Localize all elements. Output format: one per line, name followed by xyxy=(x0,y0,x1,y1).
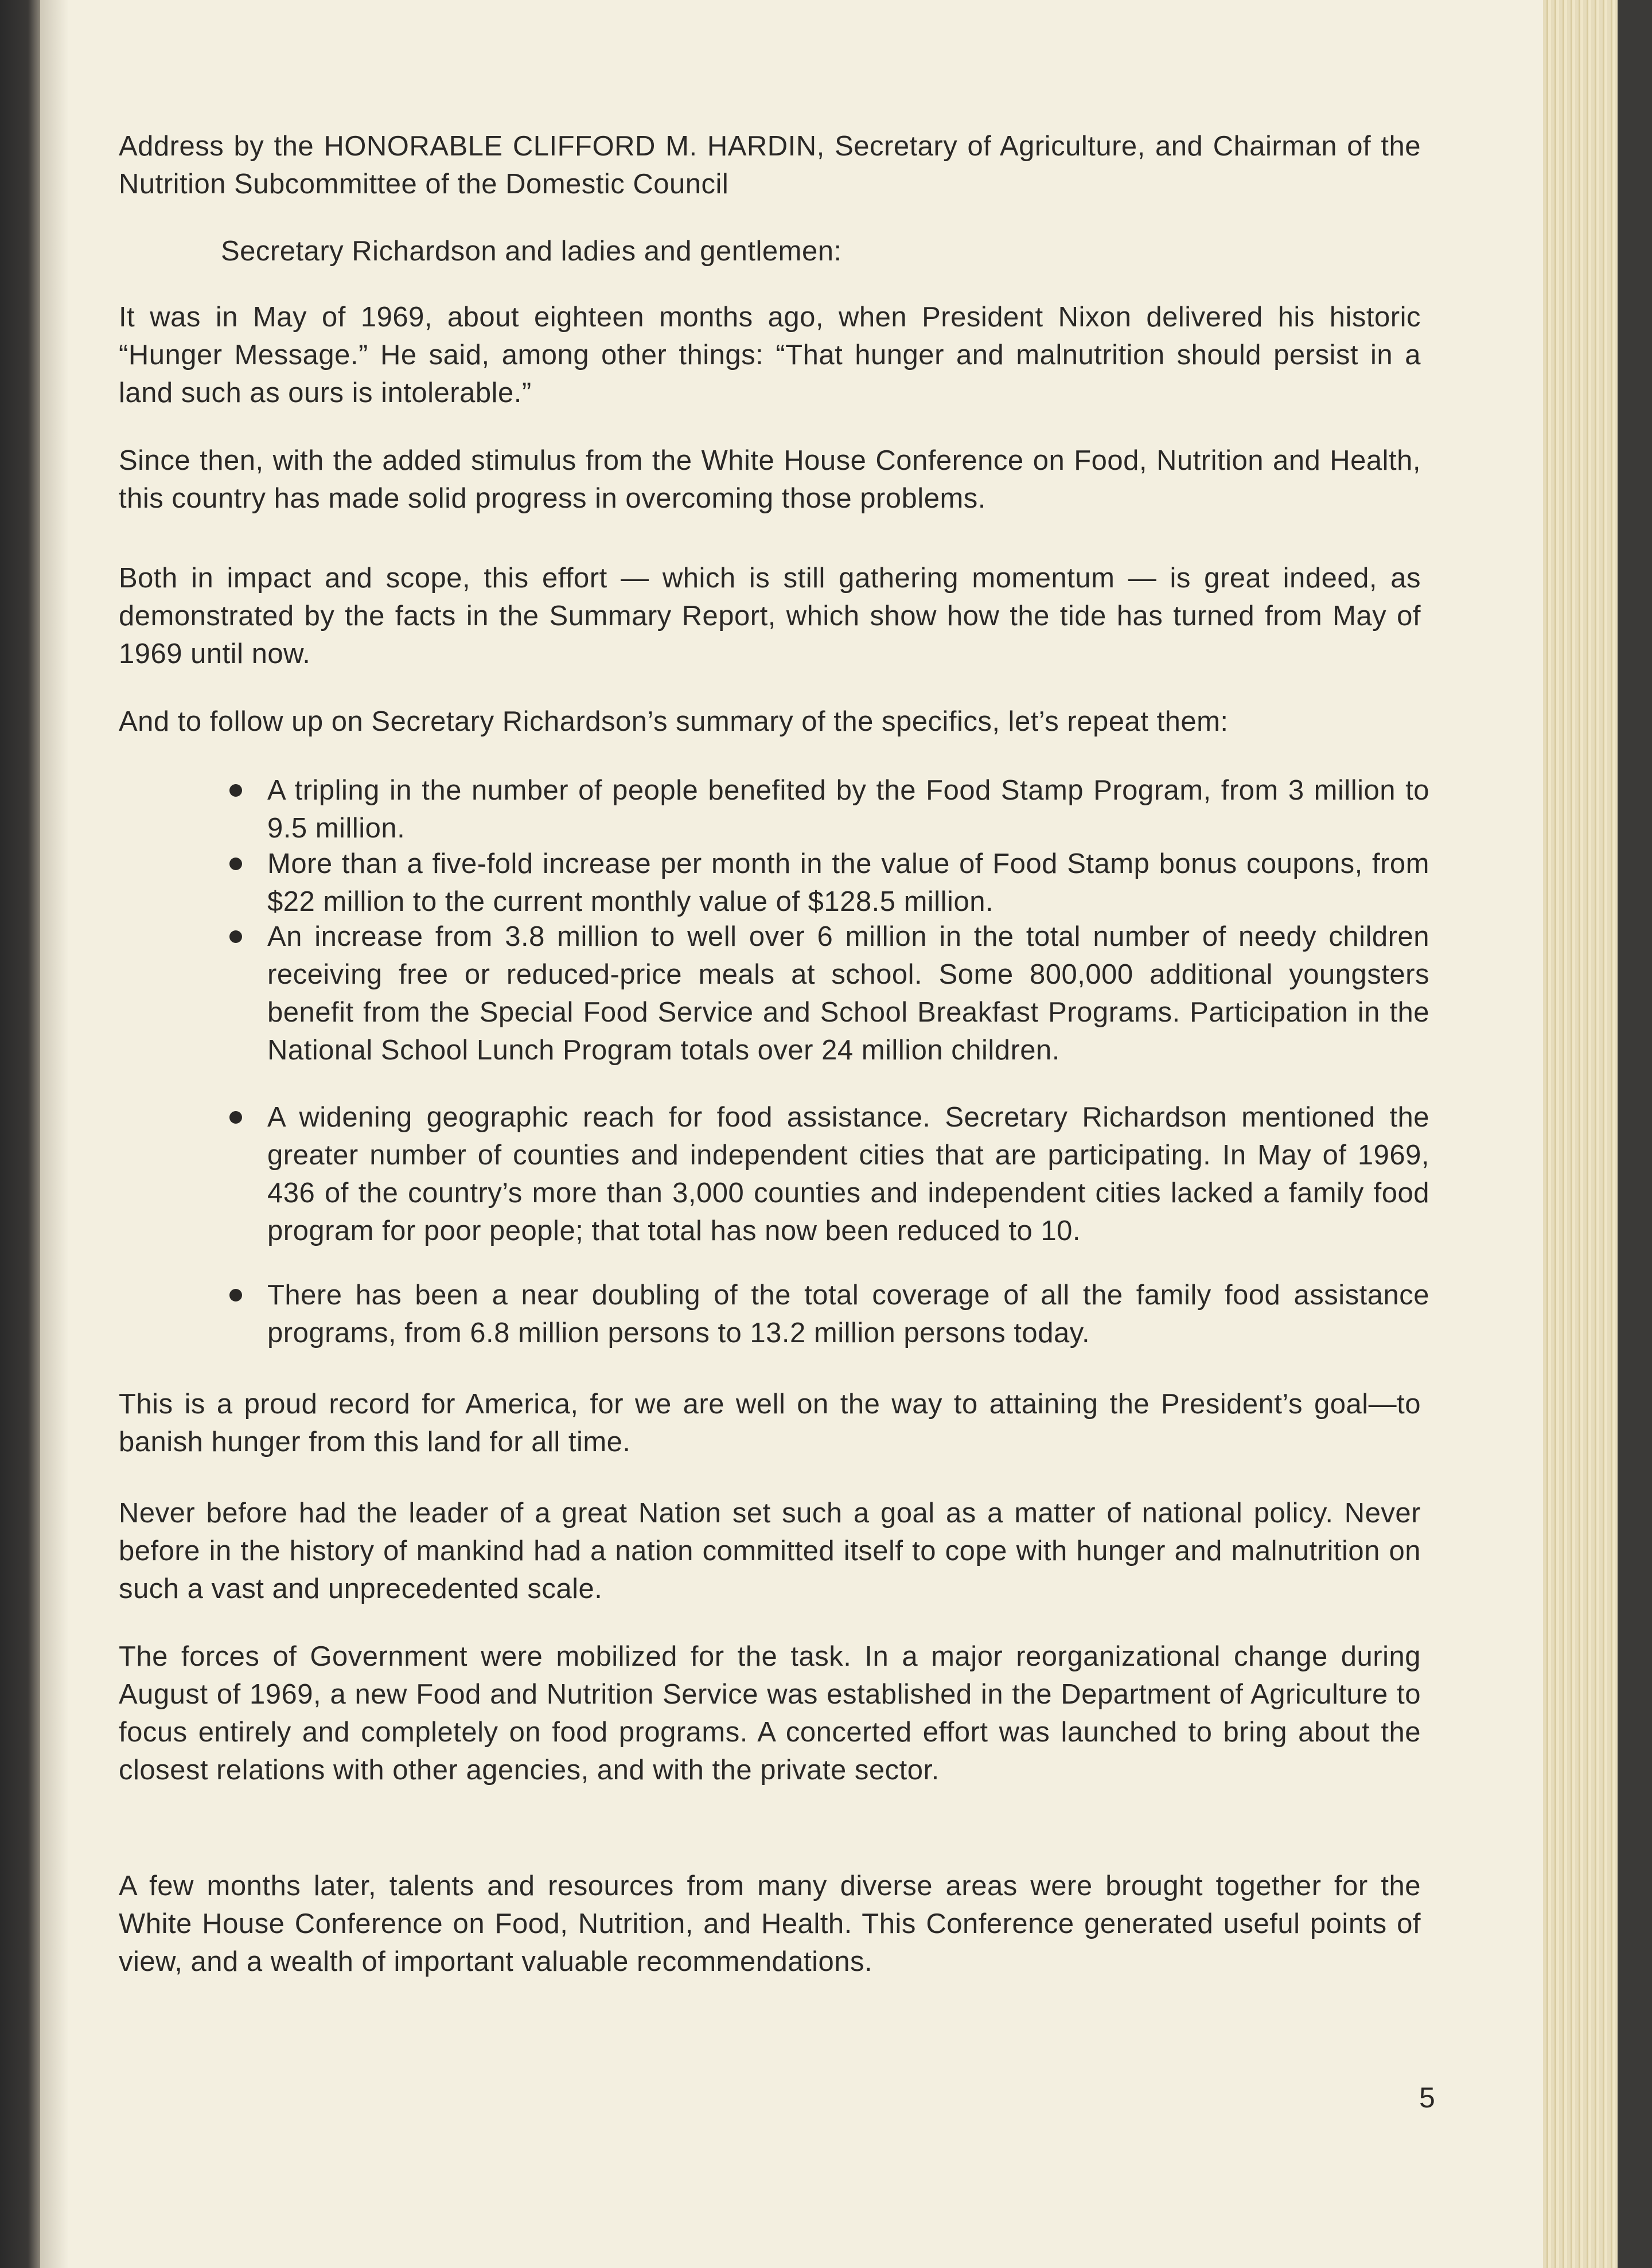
paragraph: Since then, with the added stimulus from the White House Conference on Food, Nutrition and Health, this country has made solid progress in overcoming those problems. xyxy=(119,445,1421,514)
bullet-item xyxy=(267,1098,1429,1250)
paragraph: A few months later, talents and resources from many diverse areas were brought together for the White House Conference on Food, Nutrition, and Health. This Conference generated useful points of view, and a wealth of important valuable recommendations. xyxy=(119,1870,1421,1977)
bullet-icon xyxy=(229,1111,242,1124)
bullet-icon xyxy=(229,858,242,870)
bullet-icon xyxy=(229,930,242,943)
page-number: 5 xyxy=(1419,2082,1435,2114)
bullet-item xyxy=(267,1276,1429,1352)
bullet-item xyxy=(267,845,1429,921)
paragraph: And to follow up on Secretary Richardson’s summary of the specifics, let’s repeat them: xyxy=(119,706,1229,737)
bullet-text: A widening geographic reach for food assistance. Secretary Richardson mentioned the greater number of counties and independent cities that are participating. In May of 1969, 436 of the country’s more than 3,000 counties and independent cities lacked a family food program for poor people; that total has now been reduced to 10. xyxy=(267,1102,1429,1246)
bullet-text: A tripling in the number of people benefited by the Food Stamp Program, from 3 million to 9.5 million. xyxy=(267,775,1429,844)
bullet-text: More than a five-fold increase per month in the value of Food Stamp bonus coupons, from $22 million to the current monthly value of $128.5 million. xyxy=(267,848,1429,917)
paragraph: Both in impact and scope, this effort — which is still gathering momentum — is great indeed, as demonstrated by the facts in the Summary Report, which show how the tide has turned from May of 1969 until now. xyxy=(119,563,1421,669)
paragraph: It was in May of 1969, about eighteen months ago, when President Nixon delivered his historic “Hunger Message.” He said, among other things: “That hunger and malnutrition should persist in a land such as ours is intolerable.” xyxy=(119,302,1421,408)
paragraph: This is a proud record for America, for we are well on the way to attaining the President’s goal—to banish hunger from this land for all time. xyxy=(119,1389,1421,1458)
bullet-text: An increase from 3.8 million to well over 6 million in the total number of needy children receiving free or reduced-price meals at school. Some 800,000 additional youngsters benefit from the Special Food Service and School Breakfast Programs. Participation in the National School Lunch Program totals over 24 million children. xyxy=(267,921,1429,1066)
book-spine-shadow xyxy=(0,0,40,2268)
paragraph: Never before had the leader of a great Nation set such a goal as a matter of national policy. Never before in the history of mankind had a nation committed itself to cope with hunger and malnutrition on such a vast and unprecedented scale. xyxy=(119,1498,1421,1604)
bullet-item xyxy=(267,918,1429,1069)
bullet-item xyxy=(267,771,1429,847)
paragraph: The forces of Government were mobilized for the task. In a major reorganizational change during August of 1969, a new Food and Nutrition Service was established in the Department of Agriculture to focus entirely and completely on food programs. A concerted effort was launched to bring about the closest relations with other agencies, and with the private sector. xyxy=(119,1641,1421,1786)
address-heading: Address by the HONORABLE CLIFFORD M. HARDIN, Secretary of Agriculture, and Chairman of the Nutrition Subcommittee of the Domestic Council xyxy=(119,131,1421,200)
bullet-text: There has been a near doubling of the total coverage of all the family food assistance programs, from 6.8 million persons to 13.2 million persons today. xyxy=(267,1280,1429,1349)
gutter-shadow xyxy=(40,0,69,2268)
page-edges xyxy=(1543,0,1618,2268)
scan-background xyxy=(1618,0,1652,2268)
bullet-icon xyxy=(229,1289,242,1301)
bullet-icon xyxy=(229,784,242,797)
salutation: Secretary Richardson and ladies and gentlemen: xyxy=(221,236,842,267)
